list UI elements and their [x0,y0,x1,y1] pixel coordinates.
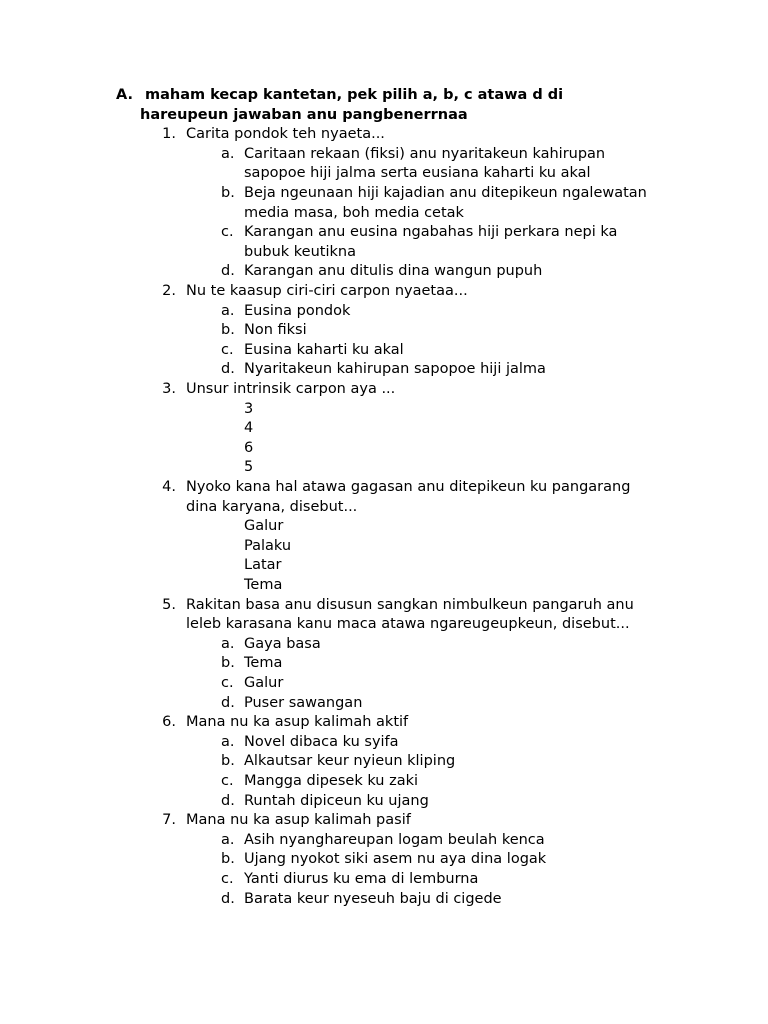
option-letter: d. [221,890,235,907]
option-text: Mangga dipesek ku zaki [244,773,418,789]
question-number: 1. [162,126,176,143]
option-letter: a. [221,302,235,319]
option-text: Tema [244,655,283,672]
question-number: 2. [162,283,176,299]
option-letter: b. [221,851,235,868]
option-text: bubuk keutikna [244,243,356,260]
question-text: Mana nu ka asup kalimah aktif [186,714,409,731]
option-text: Galur [244,675,284,691]
option-text: Latar [244,557,282,574]
instruction-line-1: maham kecap kantetan, pek pilih a, b, c atawa d di [145,87,564,103]
question-text: Mana nu ka asup kalimah pasif [186,812,411,829]
option-text: Karangan anu ditulis dina wangun pupuh [244,263,543,280]
option-text: Caritaan rekaan (fiksi) anu nyaritakeun kahirupan [244,145,606,162]
option-letter: d. [221,263,235,280]
option-text: Novel dibaca ku syifa [244,733,399,750]
question-text: Nu te kaasup ciri-ciri carpon nyaetaa... [186,283,468,299]
question-text: Unsur intrinsik carpon aya ... [186,381,396,397]
option-text: 4 [244,420,254,437]
question-number: 4. [162,479,176,495]
question-text: Carita pondok teh nyaeta... [186,126,385,143]
option-letter: d. [221,792,235,809]
option-letter: c. [221,871,234,887]
option-letter: b. [221,753,235,770]
option-letter: c. [221,341,234,358]
option-letter: b. [221,185,235,201]
instruction-line-2: hareupeun jawaban anu pangbenerrnaa [140,106,468,123]
option-letter: d. [221,694,235,711]
option-text: Non fiksi [244,322,307,339]
option-text: Barata keur nyeseuh baju di cigede [244,890,502,907]
option-text: Puser sawangan [244,694,363,711]
question-text: leleb karasana kanu maca atawa ngareugeupkeun, disebut... [186,616,630,633]
option-letter: c. [221,773,234,789]
option-text: Tema [244,577,283,593]
option-text: 5 [244,459,254,476]
option-letter: c. [221,675,234,691]
section-marker: A. [116,87,133,103]
question-text: Nyoko kana hal atawa gagasan anu ditepikeun ku pangarang [186,479,631,495]
option-text: Karangan anu eusina ngabahas hiji perkara nepi ka [244,224,618,241]
question-number: 6. [162,714,176,731]
option-letter: a. [221,635,235,652]
option-text: media masa, boh media cetak [244,204,464,221]
question-text: dina karyana, disebut... [186,498,358,515]
option-text: Gaya basa [244,635,321,652]
option-text: Yanti diurus ku ema di lemburna [244,871,479,887]
option-letter: a. [221,145,235,162]
option-text: Nyaritakeun kahirupan sapopoe hiji jalma [244,361,546,378]
option-letter: d. [221,361,235,378]
option-text: 3 [244,400,254,417]
option-letter: b. [221,655,235,672]
question-number: 3. [162,381,176,397]
option-text: Runtah dipiceun ku ujang [244,792,429,809]
option-text: Asih nyanghareupan logam beulah kenca [244,831,545,848]
option-text: Beja ngeunaan hiji kajadian anu ditepikeun ngalewatan [244,185,647,201]
question-text: Rakitan basa anu disusun sangkan nimbulkeun pangaruh anu [186,596,634,613]
question-number: 7. [162,812,176,829]
option-text: 6 [244,439,254,456]
option-text: Eusina kaharti ku akal [244,341,404,358]
option-text: Alkautsar keur nyieun kliping [244,753,456,770]
option-text: Palaku [244,537,292,554]
option-letter: a. [221,733,235,750]
option-text: Galur [244,518,284,535]
option-text: Ujang nyokot siki asem nu aya dina logak [244,851,547,868]
option-letter: a. [221,831,235,848]
option-text: Eusina pondok [244,302,351,319]
question-number: 5. [162,596,176,613]
option-letter: b. [221,322,235,339]
option-text: sapopoe hiji jalma serta eusiana kaharti ku akal [244,165,591,182]
option-letter: c. [221,224,234,241]
